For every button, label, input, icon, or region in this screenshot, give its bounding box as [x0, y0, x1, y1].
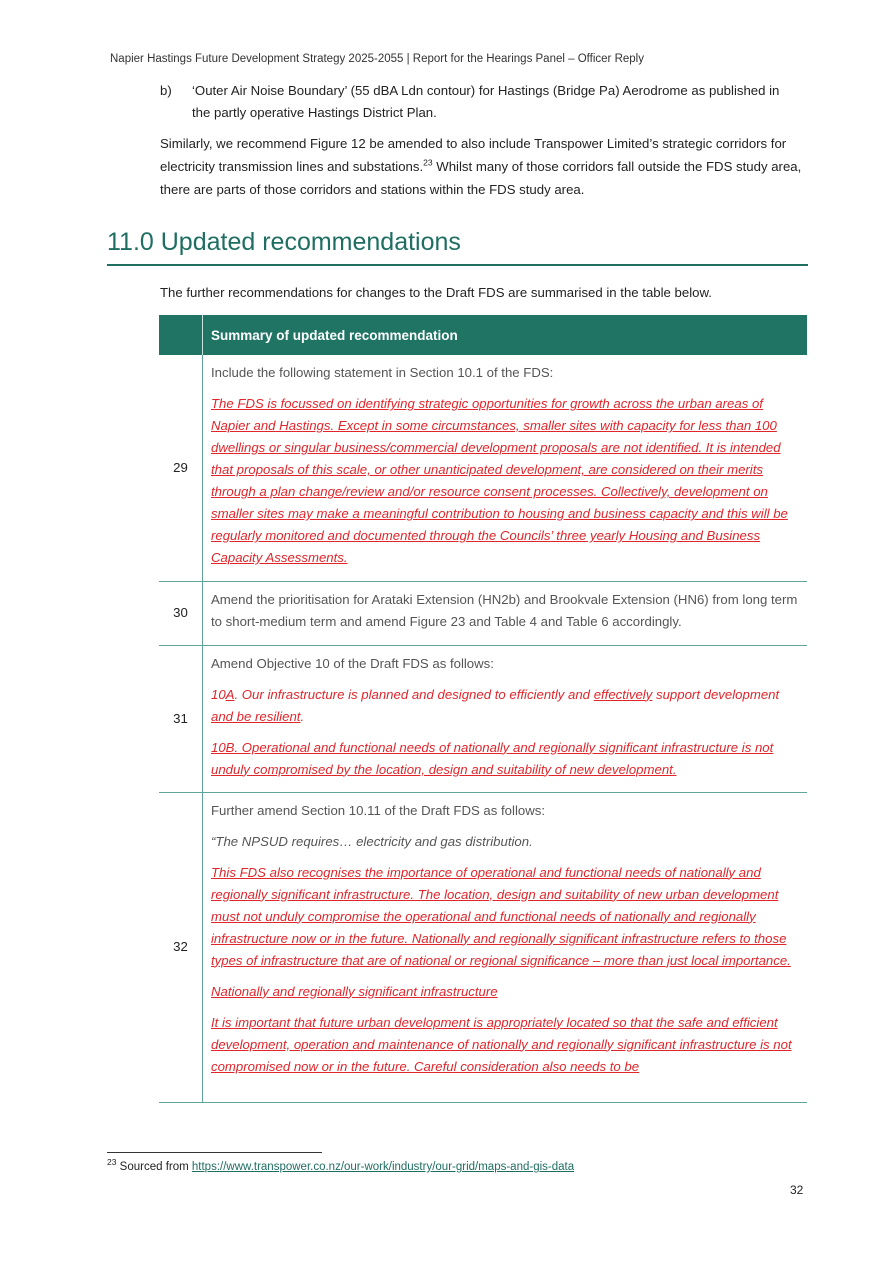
row-number: 29 [159, 355, 203, 581]
table-header-row [159, 315, 807, 355]
amendment-text: This FDS also recognises the importance of operational and functional needs of nationally and regionally significant infrastructure. The location, design and suitability of new urban development must not unduly compromise the operational and functional needs of nationally and regionally infrastructure now or in the future. Nationally and regionally significant infrastructure refers to those types of infrastructure that are of national or regional significance – more than just local importance. [211, 864, 791, 968]
header-num-cell [159, 315, 203, 355]
table-row-31 [159, 645, 807, 792]
row-number: 31 [159, 645, 203, 792]
row-number: 32 [159, 792, 203, 1102]
footnote-link[interactable]: https://www.transpower.co.nz/our-work/industry/our-grid/maps-and-gis-data [191, 1161, 575, 1173]
objective-10b: 10B. Operational and functional needs of nationally and regionally significant infrastructure is not unduly compromised by the location, design and suitability of new development. [211, 739, 774, 777]
paragraph-transpower [160, 132, 805, 201]
row-lead: Include the following statement in Section 10.1 of the FDS: [211, 365, 554, 380]
row-content [203, 792, 808, 1102]
row-content [203, 355, 808, 581]
amend-inserted: and be resilient [211, 708, 301, 724]
header-title-cell: Summary of updated recommendation [203, 315, 808, 355]
objective-10a [211, 684, 799, 728]
list-marker: b) [160, 83, 172, 98]
heading-rule [107, 264, 808, 266]
footnote-rule [107, 1152, 322, 1153]
row-text: Amend the prioritisation for Arataki Extension (HN2b) and Brookvale Extension (HN6) from long term to short-medium term and amend Figure 23 and Table 4 and Table 6 accordingly. [211, 591, 798, 629]
amend-part: . Our infrastructure is planned and designed to efficiently and [234, 686, 594, 702]
row-number: 30 [159, 581, 203, 645]
row-lead: Amend Objective 10 of the Draft FDS as follows: [211, 655, 494, 671]
row-content [203, 645, 808, 792]
amendment-text: It is important that future urban development is appropriately located so that the safe and efficient development, operation and maintenance of nationally and regionally significant infrastructure is not compromised now or in the future. Careful consideration also needs to be [211, 1014, 792, 1074]
footnote-ref[interactable]: 23 [423, 157, 433, 168]
amend-part: 10 [211, 686, 226, 702]
list-text: ‘Outer Air Noise Boundary’ (55 dBA Ldn contour) for Hastings (Bridge Pa) Aerodrome as published in the partly operative Hastings District Plan. [192, 83, 780, 120]
amend-inserted: effectively [593, 686, 653, 702]
footnote [107, 1157, 575, 1173]
amend-inserted: A [225, 686, 235, 702]
list-item-b [160, 80, 800, 124]
footnote-text: Sourced from [116, 1161, 192, 1173]
row-quote: “The NPSUD requires… electricity and gas distribution. [211, 833, 533, 849]
amend-part: support development [652, 686, 780, 702]
row-content [203, 581, 808, 645]
amendment-text: The FDS is focussed on identifying strategic opportunities for growth across the urban areas of Napier and Hastings. Except in some circumstances, smaller sites with capacity for less than 100 dwellings or singular business/commercial development proposals are not identified. It is intended that proposals of this scale, or other unanticipated development, are considered on their merits through a plan change/review and/or resource consent processes. Collectively, development on smaller sites may make a meaningful contribution to housing and business capacity and this will be regularly monitored and documented through the Councils’ three yearly Housing and Business Capacity Assessments. [211, 396, 788, 565]
page-number: 32 [790, 1183, 804, 1197]
section-heading: 11.0 Updated recommendations [107, 228, 461, 256]
table-row-29 [159, 355, 807, 581]
table-row-32 [159, 792, 807, 1102]
table-row-30 [159, 581, 807, 645]
amend-part: . [300, 708, 305, 724]
footnote-marker: 23 [107, 1157, 117, 1168]
running-header: Napier Hastings Future Development Strategy 2025-2055 | Report for the Hearings Panel – Officer Reply [110, 53, 644, 65]
table-intro: The further recommendations for changes to the Draft FDS are summarised in the table below. [160, 285, 712, 300]
paragraph-text-1: Similarly, we recommend Figure 12 be amended to also include Transpower Limited’s strategic corridors for electricity transmission lines and substations. [160, 136, 787, 174]
paragraph-text-2: Whilst many of those corridors fall outside the FDS study area, there are parts of those corridors and stations within the FDS study area. [160, 159, 802, 197]
row-lead: Further amend Section 10.11 of the Draft FDS as follows: [211, 802, 545, 818]
recommendations-table [159, 315, 807, 1103]
amendment-subheading: Nationally and regionally significant infrastructure [211, 983, 498, 999]
